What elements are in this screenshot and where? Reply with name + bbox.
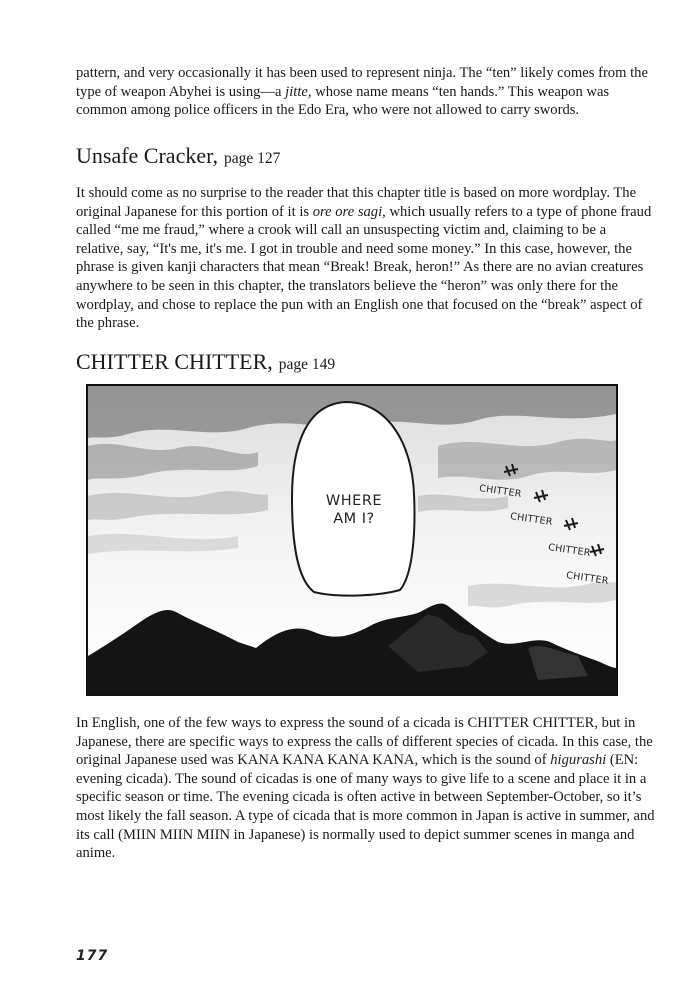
bubble-line: WHERE — [325, 493, 383, 509]
text-segment: (EN: evening cicada). The sound of cicadas is one of many ways to give life to a scene and place it in a specific season or time. The evening cicada is often active in between September-October, so it’s most likely the fall season. A type of cicada that is more common in Japan is active in summer, and its call (MIIN MIIN MIIN in Japanese) is normally used to depict summer scenes in manga and anime. — [76, 752, 655, 862]
sfx-chitter: CHITTER — [547, 542, 592, 559]
section-heading-chitter-chitter — [76, 349, 335, 376]
speech-bubble-text — [317, 492, 391, 528]
text-segment: It should come as no surprise to the reader that this chapter title is based on more wordplay. The original Japanese for this portion of it is — [76, 185, 637, 220]
heading-page-ref: page 149 — [278, 356, 336, 373]
paragraph-chitter-chitter — [76, 714, 656, 863]
text-segment: , which usually refers to a type of phone fraud called “me me fraud,” where a crook will call an unsuspecting victim and, claiming to be a relative, say, “It's me, it's me. I got in trouble and need some money.” In this case, however, the phrase is given kanji characters that mean “Break! Break, heron!” As there are no avian creatures anywhere to be seen in this chapter, the translators believe the “heron” was only there for the wordplay, and chose to replace the pun with an English one that focused on the “break” aspect of the phrase. — [76, 203, 652, 332]
text-segment: In English, one of the few ways to express the sound of a cicada is CHITTER CHITTER, but in Japanese, there are specific ways to express the calls of different species of cicada. In this case, the original Japanese used was KANA KANA KANA KANA, which is the sound of — [76, 715, 653, 769]
italic-term: jitte — [285, 83, 308, 100]
manga-illustration — [88, 386, 616, 694]
sfx-chitter: CHITTER — [565, 570, 610, 587]
text-segment: pattern, and very occasionally it has been used to represent ninja. The “ten” likely comes from the type of weapon Abyhei is using—a — [76, 65, 648, 100]
italic-term: ore ore sagi — [312, 203, 383, 220]
italic-term: higurashi — [550, 752, 607, 769]
bubble-line: AM I? — [333, 511, 375, 527]
sfx-chitter: CHITTER — [509, 511, 554, 528]
text-segment: , whose name means “ten hands.” This weapon was common among police officers in the Edo Era, who were not allowed to carry swords. — [76, 83, 610, 119]
manga-panel — [86, 384, 618, 696]
sfx-chitter: CHITTER — [478, 483, 523, 500]
paragraph-unsafe-cracker — [76, 184, 656, 333]
page-number: 177 — [76, 948, 109, 964]
paragraph-jitte — [76, 64, 656, 120]
section-heading-unsafe-cracker — [76, 143, 280, 170]
heading-title: CHITTER CHITTER, — [76, 349, 273, 374]
heading-page-ref: page 127 — [224, 150, 281, 167]
heading-title: Unsafe Cracker, — [76, 143, 219, 168]
